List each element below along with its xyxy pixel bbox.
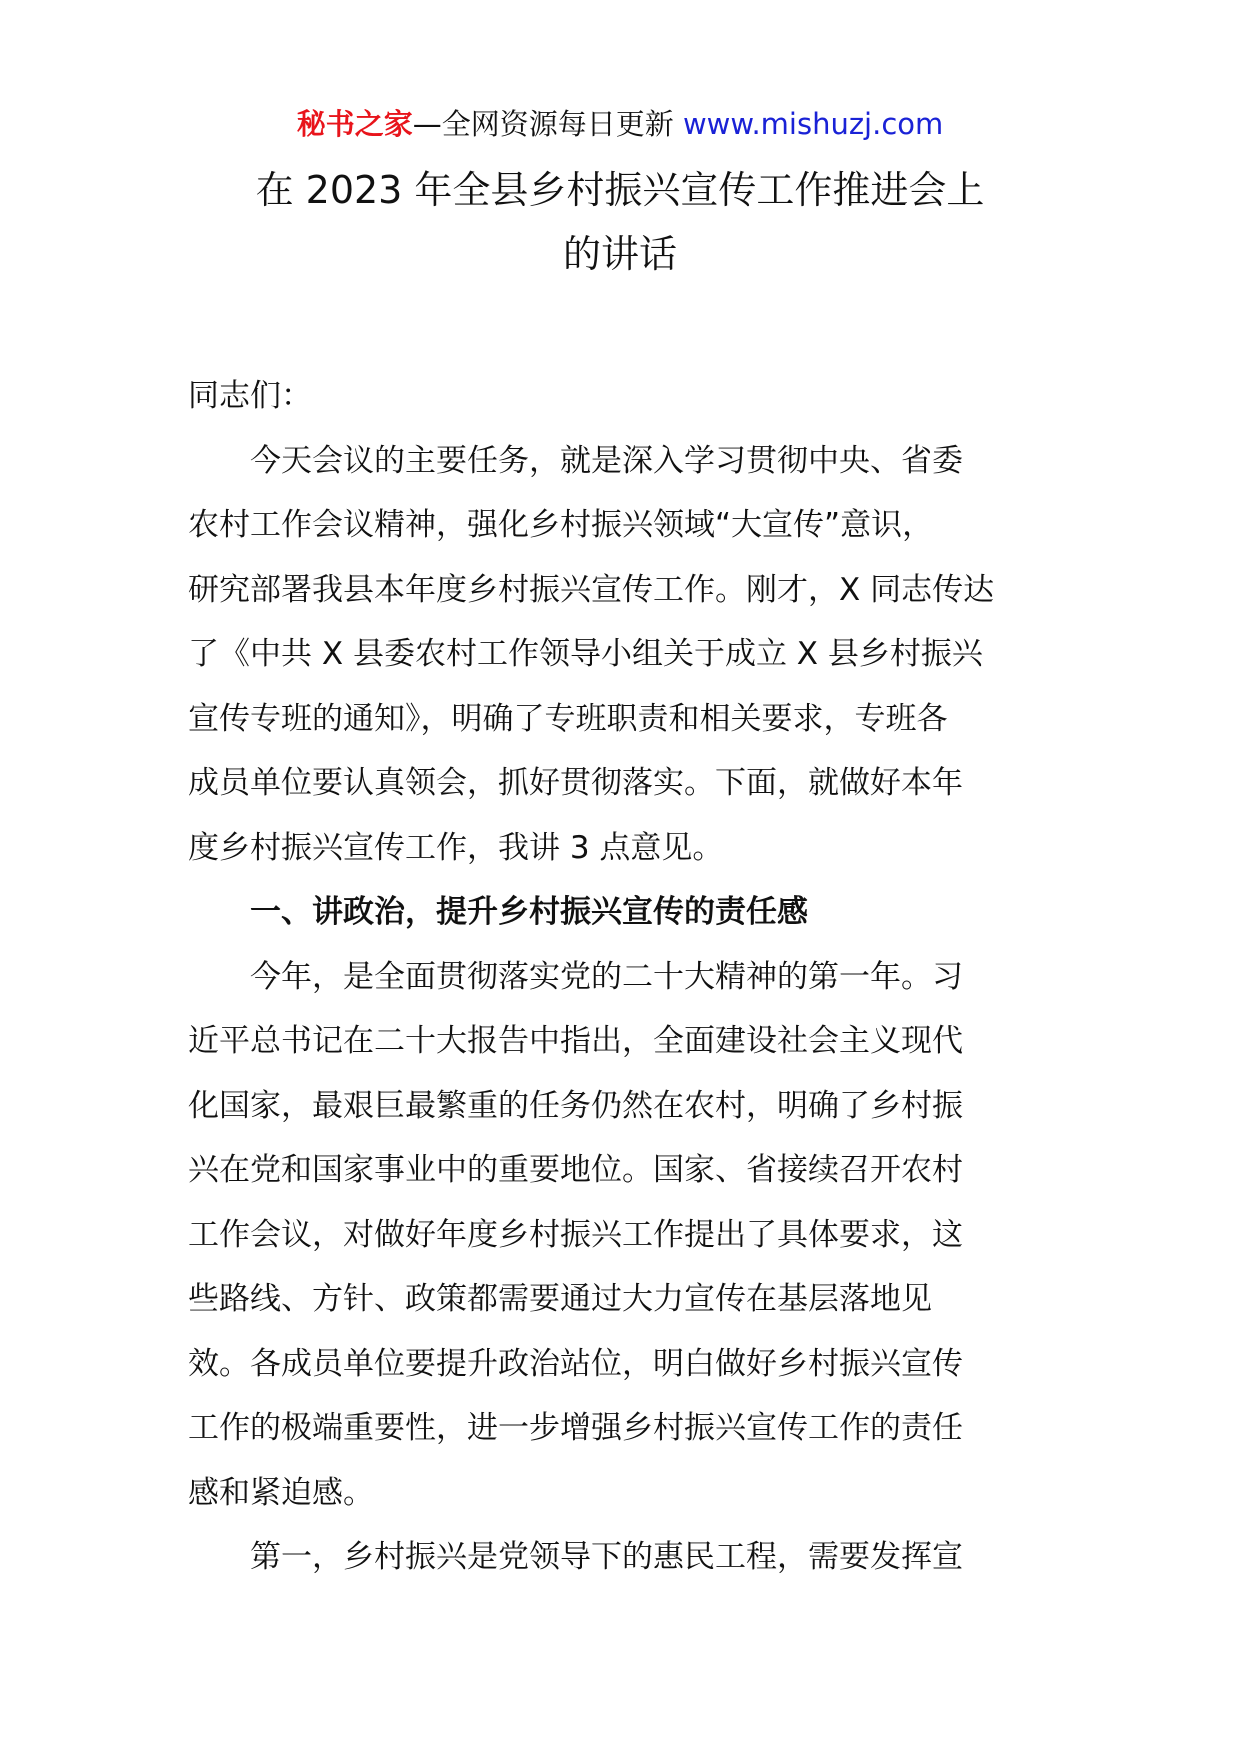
paragraph-intro bbox=[188, 429, 1052, 881]
text-line: 些路线、方针、政策都需要通过大力宣传在基层落地见 bbox=[188, 1281, 932, 1317]
text-line: 研究部署我县本年度乡村振兴宣传工作。刚才，X 同志传达 bbox=[188, 571, 995, 608]
site-url-link[interactable]: www.mishuzj.com bbox=[682, 107, 944, 141]
text-line: 今天会议的主要任务，就是深入学习贯彻中央、省委 bbox=[250, 442, 963, 479]
text-line: 感和紧迫感。 bbox=[188, 1474, 374, 1511]
text-line: 工作会议，对做好年度乡村振兴工作提出了具体要求，这 bbox=[188, 1216, 963, 1253]
text-line: 宣传专班的通知》，明确了专班职责和相关要求，专班各 bbox=[188, 700, 948, 737]
text-line: 了《中共 X 县委农村工作领导小组关于成立 X 县乡村振兴 bbox=[188, 636, 983, 672]
site-header bbox=[188, 98, 1052, 150]
text-line: 今年，是全面贯彻落实党的二十大精神的第一年。习 bbox=[250, 958, 963, 995]
site-tagline: —全网资源每日更新 bbox=[412, 107, 674, 141]
text-line: 兴在党和国家事业中的重要地位。国家、省接续召开农村 bbox=[188, 1152, 963, 1188]
paragraph-section-1 bbox=[188, 945, 1052, 1526]
paragraph-point-1 bbox=[188, 1525, 1052, 1590]
document-body bbox=[188, 364, 1052, 1590]
document-title bbox=[188, 158, 1052, 286]
text-line: 化国家，最艰巨最繁重的任务仍然在农村，明确了乡村振 bbox=[188, 1087, 963, 1124]
text-line: 农村工作会议精神，强化乡村振兴领域“大宣传”意识， bbox=[188, 507, 934, 543]
brand-name: 秘书之家 bbox=[296, 107, 413, 141]
salutation: 同志们： bbox=[188, 378, 312, 414]
text-line: 工作的极端重要性，进一步增强乡村振兴宣传工作的责任 bbox=[188, 1410, 963, 1446]
section-heading-1: 一、讲政治，提升乡村振兴宣传的责任感 bbox=[250, 894, 808, 930]
text-line: 第一，乡村振兴是党领导下的惠民工程，需要发挥宣 bbox=[250, 1539, 963, 1575]
text-line: 成员单位要认真领会，抓好贯彻落实。下面，就做好本年 bbox=[188, 765, 963, 801]
text-line: 度乡村振兴宣传工作，我讲 3 点意见。 bbox=[188, 829, 724, 866]
text-line: 效。各成员单位要提升政治站位，明白做好乡村振兴宣传 bbox=[188, 1345, 963, 1382]
title-line-2: 的讲话 bbox=[562, 232, 677, 276]
title-line-1: 在 2023 年全县乡村振兴宣传工作推进会上 bbox=[255, 168, 985, 212]
text-line: 近平总书记在二十大报告中指出，全面建设社会主义现代 bbox=[188, 1023, 963, 1059]
